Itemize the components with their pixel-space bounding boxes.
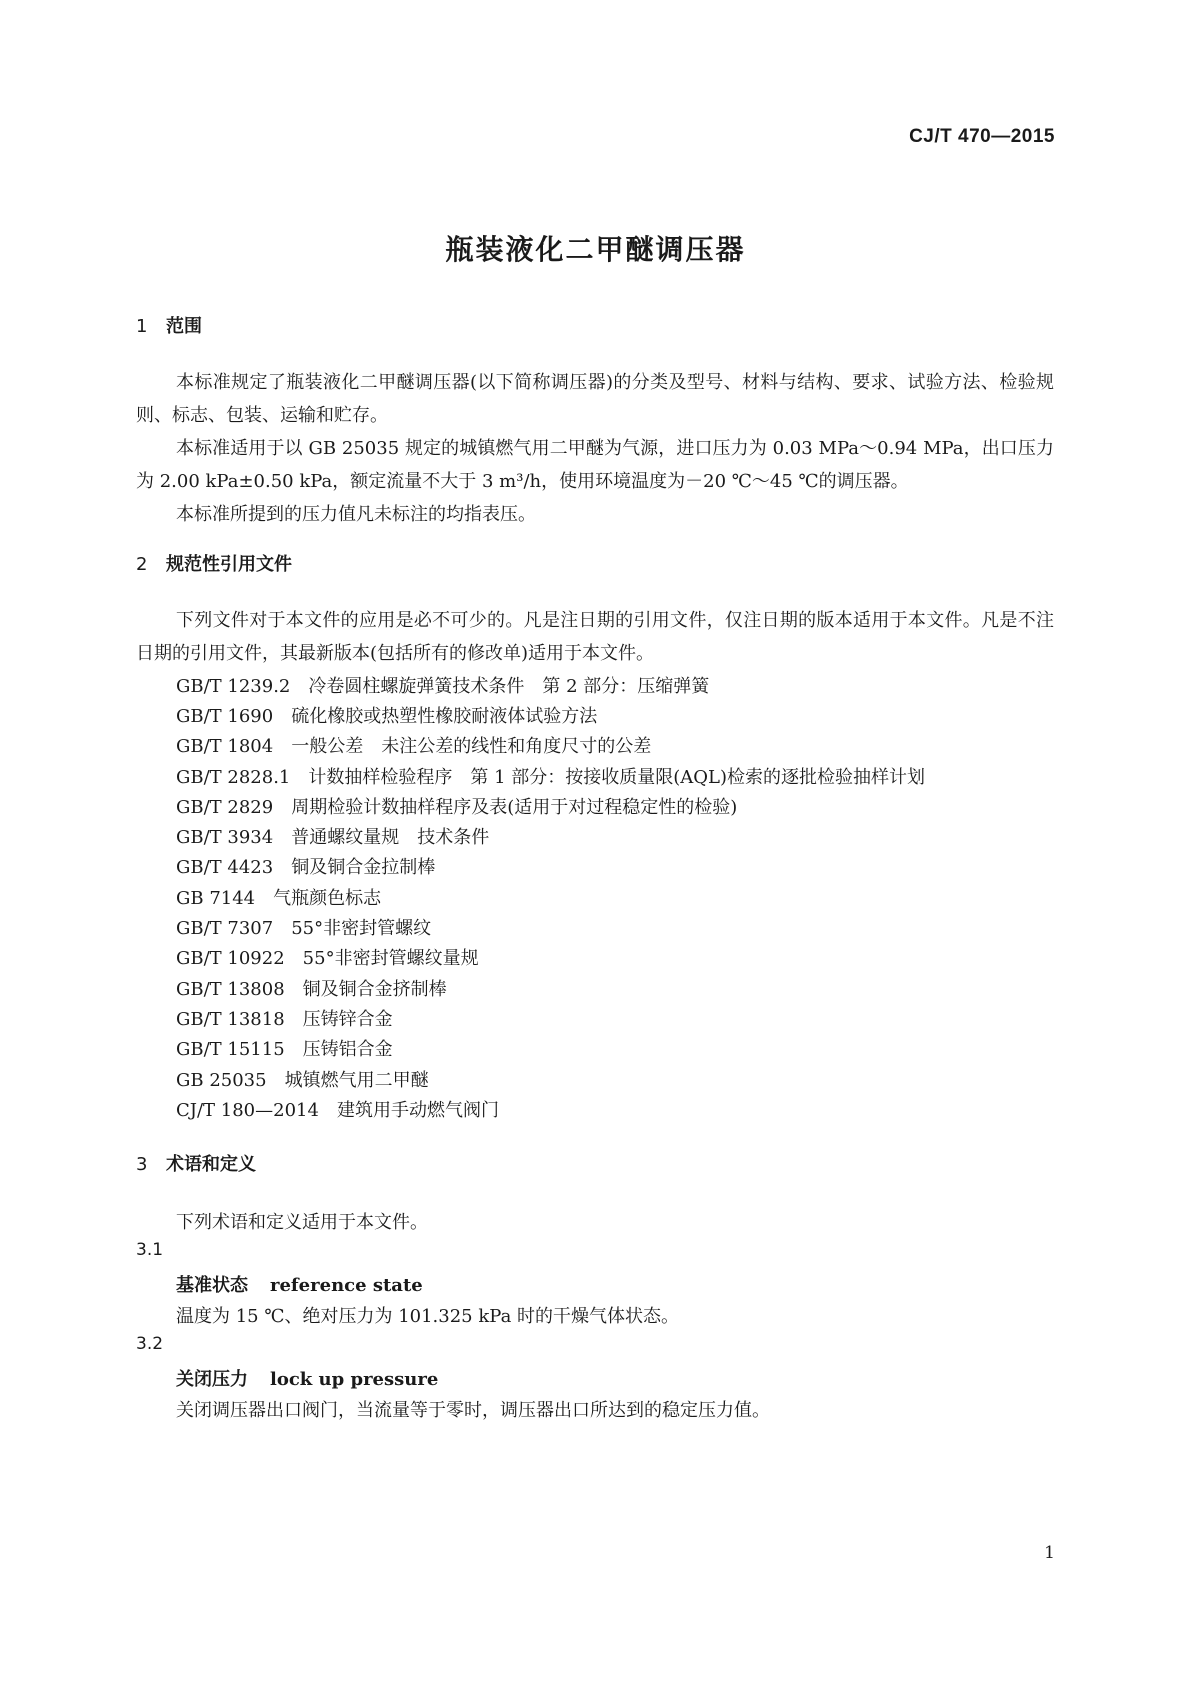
reference-code: GB/T 4423: [176, 857, 274, 878]
reference-code: GB/T 1239.2: [176, 676, 291, 697]
term-definition: 关闭调压器出口阀门，当流量等于零时，调压器出口所达到的稳定压力值。: [176, 1400, 770, 1421]
reference-title: 硫化橡胶或热塑性橡胶耐液体试验方法: [291, 706, 598, 727]
section-3-heading: [136, 1150, 256, 1176]
term-heading: [176, 1365, 438, 1391]
reference-item: [176, 884, 381, 910]
page-number: 1: [1044, 1543, 1055, 1563]
reference-code: GB/T 10922: [176, 948, 285, 969]
term-number: 3.1: [136, 1240, 164, 1260]
reference-title: 压铸锌合金: [302, 1009, 393, 1030]
section-title: 术语和定义: [166, 1154, 256, 1175]
section-title: 规范性引用文件: [166, 554, 292, 575]
reference-title: 建筑用手动燃气阀门: [336, 1100, 499, 1121]
reference-title: 一般公差 未注公差的线性和角度尺寸的公差: [291, 736, 652, 757]
term-definition: 温度为 15 ℃、绝对压力为 101.325 kPa 时的干燥气体状态。: [176, 1306, 680, 1327]
reference-code: GB/T 3934: [176, 827, 274, 848]
term-number: 3.2: [136, 1334, 164, 1354]
reference-item: [176, 672, 709, 698]
reference-code: CJ/T 180—2014: [176, 1100, 319, 1121]
reference-code: GB/T 2829: [176, 797, 274, 818]
standard-code: CJ/T 470—2015: [909, 126, 1055, 147]
term-heading: [176, 1271, 423, 1297]
section-number: 2: [136, 554, 148, 575]
reference-title: 55°非密封管螺纹: [291, 918, 432, 939]
reference-item: [176, 944, 479, 970]
reference-item: [176, 914, 431, 940]
scope-paragraph-1: 本标准规定了瓶装液化二甲醚调压器(以下简称调压器)的分类及型号、材料与结构、要求、试验方法、检验规则、标志、包装、运输和贮存。: [136, 372, 1054, 426]
references-intro: 下列文件对于本文件的应用是必不可少的。凡是注日期的引用文件，仅注日期的版本适用于本文件。凡是不注日期的引用文件，其最新版本(包括所有的修改单)适用于本文件。: [136, 610, 1054, 664]
reference-code: GB/T 1690: [176, 706, 274, 727]
reference-item: [176, 763, 925, 789]
reference-code: GB/T 2828.1: [176, 767, 291, 788]
section-2-heading: [136, 550, 292, 576]
document-title: 瓶装液化二甲醚调压器: [445, 233, 746, 266]
reference-item: [176, 1096, 499, 1122]
reference-code: GB/T 13818: [176, 1009, 285, 1030]
reference-item: [176, 793, 737, 819]
reference-code: GB 7144: [176, 888, 256, 909]
reference-title: 气瓶颜色标志: [273, 888, 382, 909]
reference-code: GB 25035: [176, 1070, 267, 1091]
terms-intro: 下列术语和定义适用于本文件。: [176, 1212, 428, 1233]
reference-title: 计数抽样检验程序 第 1 部分：按接收质量限(AQL)检索的逐批检验抽样计划: [308, 767, 926, 788]
reference-code: GB/T 13808: [176, 979, 285, 1000]
reference-item: [176, 853, 435, 879]
scope-paragraph-2: 本标准适用于以 GB 25035 规定的城镇燃气用二甲醚为气源，进口压力为 0.03 MPa～0.94 MPa，出口压力为 2.00 kPa±0.50 kPa，额定流量不大于 3 m³/h，使用环境温度为－20 ℃～45 ℃的调压器。: [136, 438, 1054, 492]
section-number: 3: [136, 1154, 148, 1175]
term-en: reference state: [270, 1275, 423, 1296]
term-cn: 关闭压力: [176, 1369, 248, 1390]
reference-title: 城镇燃气用二甲醚: [284, 1070, 429, 1091]
reference-item: [176, 732, 651, 758]
term-cn: 基准状态: [176, 1275, 248, 1296]
section-number: 1: [136, 316, 148, 337]
scope-paragraph-3: 本标准所提到的压力值凡未标注的均指表压。: [176, 504, 536, 525]
reference-item: [176, 975, 447, 1001]
reference-code: GB/T 1804: [176, 736, 274, 757]
reference-title: 铜及铜合金挤制棒: [302, 979, 447, 1000]
reference-title: 冷卷圆柱螺旋弹簧技术条件 第 2 部分：压缩弹簧: [308, 676, 710, 697]
reference-title: 周期检验计数抽样程序及表(适用于对过程稳定性的检验): [291, 797, 738, 818]
reference-item: [176, 1035, 393, 1061]
reference-title: 普通螺纹量规 技术条件: [291, 827, 490, 848]
reference-code: GB/T 7307: [176, 918, 274, 939]
reference-item: [176, 702, 597, 728]
section-1-heading: [136, 312, 202, 338]
reference-item: [176, 823, 489, 849]
reference-item: [176, 1066, 429, 1092]
section-title: 范围: [166, 316, 202, 337]
reference-title: 铜及铜合金拉制棒: [291, 857, 436, 878]
reference-code: GB/T 15115: [176, 1039, 285, 1060]
reference-title: 55°非密封管螺纹量规: [302, 948, 479, 969]
term-en: lock up pressure: [270, 1369, 439, 1390]
reference-item: [176, 1005, 393, 1031]
reference-title: 压铸铝合金: [302, 1039, 393, 1060]
